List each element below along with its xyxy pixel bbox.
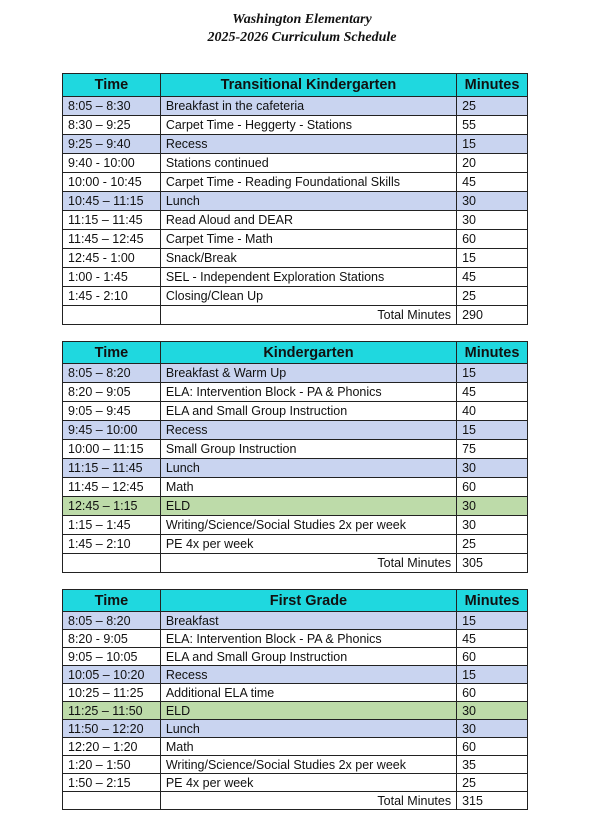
table-row xyxy=(63,173,528,192)
header-row xyxy=(63,590,528,612)
table-row xyxy=(63,383,528,402)
time-cell: 8:05 – 8:20 xyxy=(63,612,161,630)
table-row xyxy=(63,630,528,648)
minutes-cell: 15 xyxy=(457,666,528,684)
activity-cell: Writing/Science/Social Studies 2x per week xyxy=(160,516,456,535)
time-cell: 12:20 – 1:20 xyxy=(63,738,161,756)
activity-cell: ELA: Intervention Block - PA & Phonics xyxy=(160,383,456,402)
minutes-header: Minutes xyxy=(457,590,528,612)
activity-cell: Lunch xyxy=(160,192,456,211)
activity-cell: ELA and Small Group Instruction xyxy=(160,402,456,421)
table-row xyxy=(63,135,528,154)
time-cell: 12:45 – 1:15 xyxy=(63,497,161,516)
activity-cell: Math xyxy=(160,478,456,497)
minutes-cell: 60 xyxy=(457,648,528,666)
total-row xyxy=(63,792,528,810)
time-cell: 11:45 – 12:45 xyxy=(63,478,161,497)
activity-cell: Additional ELA time xyxy=(160,684,456,702)
school-name: Washington Elementary xyxy=(232,12,372,27)
header-row xyxy=(63,342,528,364)
activity-cell: Closing/Clean Up xyxy=(160,287,456,306)
activity-cell: Breakfast & Warm Up xyxy=(160,364,456,383)
time-cell: 10:00 - 10:45 xyxy=(63,173,161,192)
table-row xyxy=(63,612,528,630)
activity-cell: Carpet Time - Reading Foundational Skills xyxy=(160,173,456,192)
minutes-cell: 30 xyxy=(457,516,528,535)
activity-cell: Snack/Break xyxy=(160,249,456,268)
minutes-cell: 60 xyxy=(457,230,528,249)
minutes-cell: 60 xyxy=(457,478,528,497)
activity-cell: ELA: Intervention Block - PA & Phonics xyxy=(160,630,456,648)
time-cell: 9:25 – 9:40 xyxy=(63,135,161,154)
total-minutes: 290 xyxy=(457,306,528,325)
activity-cell: PE 4x per week xyxy=(160,535,456,554)
activity-cell: ELA and Small Group Instruction xyxy=(160,648,456,666)
activity-cell: ELD xyxy=(160,497,456,516)
time-cell: 11:50 – 12:20 xyxy=(63,720,161,738)
table-row xyxy=(63,230,528,249)
total-row xyxy=(63,554,528,573)
time-cell: 12:45 - 1:00 xyxy=(63,249,161,268)
time-cell: 8:05 – 8:20 xyxy=(63,364,161,383)
activity-cell: Recess xyxy=(160,666,456,684)
minutes-cell: 30 xyxy=(457,211,528,230)
minutes-cell: 30 xyxy=(457,720,528,738)
time-cell: 8:05 – 8:30 xyxy=(63,97,161,116)
time-cell: 1:45 - 2:10 xyxy=(63,287,161,306)
total-minutes: 315 xyxy=(457,792,528,810)
table-row xyxy=(63,516,528,535)
time-header: Time xyxy=(63,590,161,612)
time-cell: 11:25 – 11:50 xyxy=(63,702,161,720)
grade-header: First Grade xyxy=(160,590,456,612)
total-minutes: 305 xyxy=(457,554,528,573)
empty-cell xyxy=(63,792,161,810)
time-cell: 9:45 – 10:00 xyxy=(63,421,161,440)
time-cell: 1:45 – 2:10 xyxy=(63,535,161,554)
schedule-table-first-grade xyxy=(62,589,528,810)
time-cell: 8:30 – 9:25 xyxy=(63,116,161,135)
activity-cell: Lunch xyxy=(160,459,456,478)
minutes-cell: 30 xyxy=(457,497,528,516)
table-row xyxy=(63,421,528,440)
time-header: Time xyxy=(63,342,161,364)
table-row xyxy=(63,116,528,135)
minutes-cell: 45 xyxy=(457,630,528,648)
table-row xyxy=(63,756,528,774)
activity-cell: Writing/Science/Social Studies 2x per week xyxy=(160,756,456,774)
table-row xyxy=(63,535,528,554)
header-row xyxy=(63,74,528,97)
time-cell: 8:20 – 9:05 xyxy=(63,383,161,402)
total-row xyxy=(63,306,528,325)
activity-cell: Math xyxy=(160,738,456,756)
minutes-cell: 30 xyxy=(457,702,528,720)
total-label: Total Minutes xyxy=(160,554,456,573)
activity-cell: Stations continued xyxy=(160,154,456,173)
document-subtitle: 2025-2026 Curriculum Schedule xyxy=(207,30,397,45)
minutes-header: Minutes xyxy=(457,342,528,364)
table-row xyxy=(63,702,528,720)
time-cell: 1:15 – 1:45 xyxy=(63,516,161,535)
time-cell: 1:00 - 1:45 xyxy=(63,268,161,287)
minutes-cell: 35 xyxy=(457,756,528,774)
table-row xyxy=(63,192,528,211)
minutes-cell: 15 xyxy=(457,364,528,383)
activity-cell: Breakfast xyxy=(160,612,456,630)
table-row xyxy=(63,459,528,478)
table-row xyxy=(63,774,528,792)
activity-cell: Lunch xyxy=(160,720,456,738)
table-row xyxy=(63,287,528,306)
time-cell: 1:50 – 2:15 xyxy=(63,774,161,792)
minutes-cell: 60 xyxy=(457,738,528,756)
time-cell: 1:20 – 1:50 xyxy=(63,756,161,774)
minutes-cell: 15 xyxy=(457,612,528,630)
time-cell: 11:15 – 11:45 xyxy=(63,459,161,478)
table-row xyxy=(63,720,528,738)
table-row xyxy=(63,154,528,173)
minutes-cell: 60 xyxy=(457,684,528,702)
activity-cell: Breakfast in the cafeteria xyxy=(160,97,456,116)
minutes-cell: 30 xyxy=(457,192,528,211)
table-row xyxy=(63,497,528,516)
minutes-cell: 15 xyxy=(457,135,528,154)
table-row xyxy=(63,648,528,666)
activity-cell: Recess xyxy=(160,135,456,154)
table-row xyxy=(63,402,528,421)
activity-cell: Carpet Time - Math xyxy=(160,230,456,249)
minutes-cell: 75 xyxy=(457,440,528,459)
minutes-cell: 45 xyxy=(457,268,528,287)
table-row xyxy=(63,211,528,230)
minutes-cell: 25 xyxy=(457,535,528,554)
empty-cell xyxy=(63,554,161,573)
table-row xyxy=(63,97,528,116)
activity-cell: Read Aloud and DEAR xyxy=(160,211,456,230)
minutes-cell: 45 xyxy=(457,173,528,192)
time-cell: 9:40 - 10:00 xyxy=(63,154,161,173)
grade-header: Kindergarten xyxy=(160,342,456,364)
activity-cell: ELD xyxy=(160,702,456,720)
table-row xyxy=(63,268,528,287)
schedule-table-kindergarten xyxy=(62,341,528,573)
time-cell: 9:05 – 9:45 xyxy=(63,402,161,421)
table-row xyxy=(63,478,528,497)
time-cell: 10:45 – 11:15 xyxy=(63,192,161,211)
activity-cell: Carpet Time - Heggerty - Stations xyxy=(160,116,456,135)
minutes-cell: 25 xyxy=(457,287,528,306)
schedule-table-tk xyxy=(62,73,528,325)
minutes-cell: 15 xyxy=(457,421,528,440)
minutes-cell: 25 xyxy=(457,97,528,116)
time-cell: 11:45 – 12:45 xyxy=(63,230,161,249)
minutes-cell: 25 xyxy=(457,774,528,792)
minutes-cell: 40 xyxy=(457,402,528,421)
time-cell: 10:05 – 10:20 xyxy=(63,666,161,684)
minutes-cell: 30 xyxy=(457,459,528,478)
activity-cell: SEL - Independent Exploration Stations xyxy=(160,268,456,287)
table-row xyxy=(63,249,528,268)
minutes-header: Minutes xyxy=(457,74,528,97)
total-label: Total Minutes xyxy=(160,306,456,325)
time-cell: 10:00 – 11:15 xyxy=(63,440,161,459)
minutes-cell: 15 xyxy=(457,249,528,268)
minutes-cell: 45 xyxy=(457,383,528,402)
time-cell: 8:20 - 9:05 xyxy=(63,630,161,648)
table-row xyxy=(63,364,528,383)
table-row xyxy=(63,666,528,684)
table-row xyxy=(63,738,528,756)
activity-cell: PE 4x per week xyxy=(160,774,456,792)
activity-cell: Recess xyxy=(160,421,456,440)
time-cell: 9:05 – 10:05 xyxy=(63,648,161,666)
time-cell: 10:25 – 11:25 xyxy=(63,684,161,702)
time-cell: 11:15 – 11:45 xyxy=(63,211,161,230)
minutes-cell: 55 xyxy=(457,116,528,135)
activity-cell: Small Group Instruction xyxy=(160,440,456,459)
table-row xyxy=(63,684,528,702)
total-label: Total Minutes xyxy=(160,792,456,810)
grade-header: Transitional Kindergarten xyxy=(160,74,456,97)
empty-cell xyxy=(63,306,161,325)
table-row xyxy=(63,440,528,459)
time-header: Time xyxy=(63,74,161,97)
minutes-cell: 20 xyxy=(457,154,528,173)
